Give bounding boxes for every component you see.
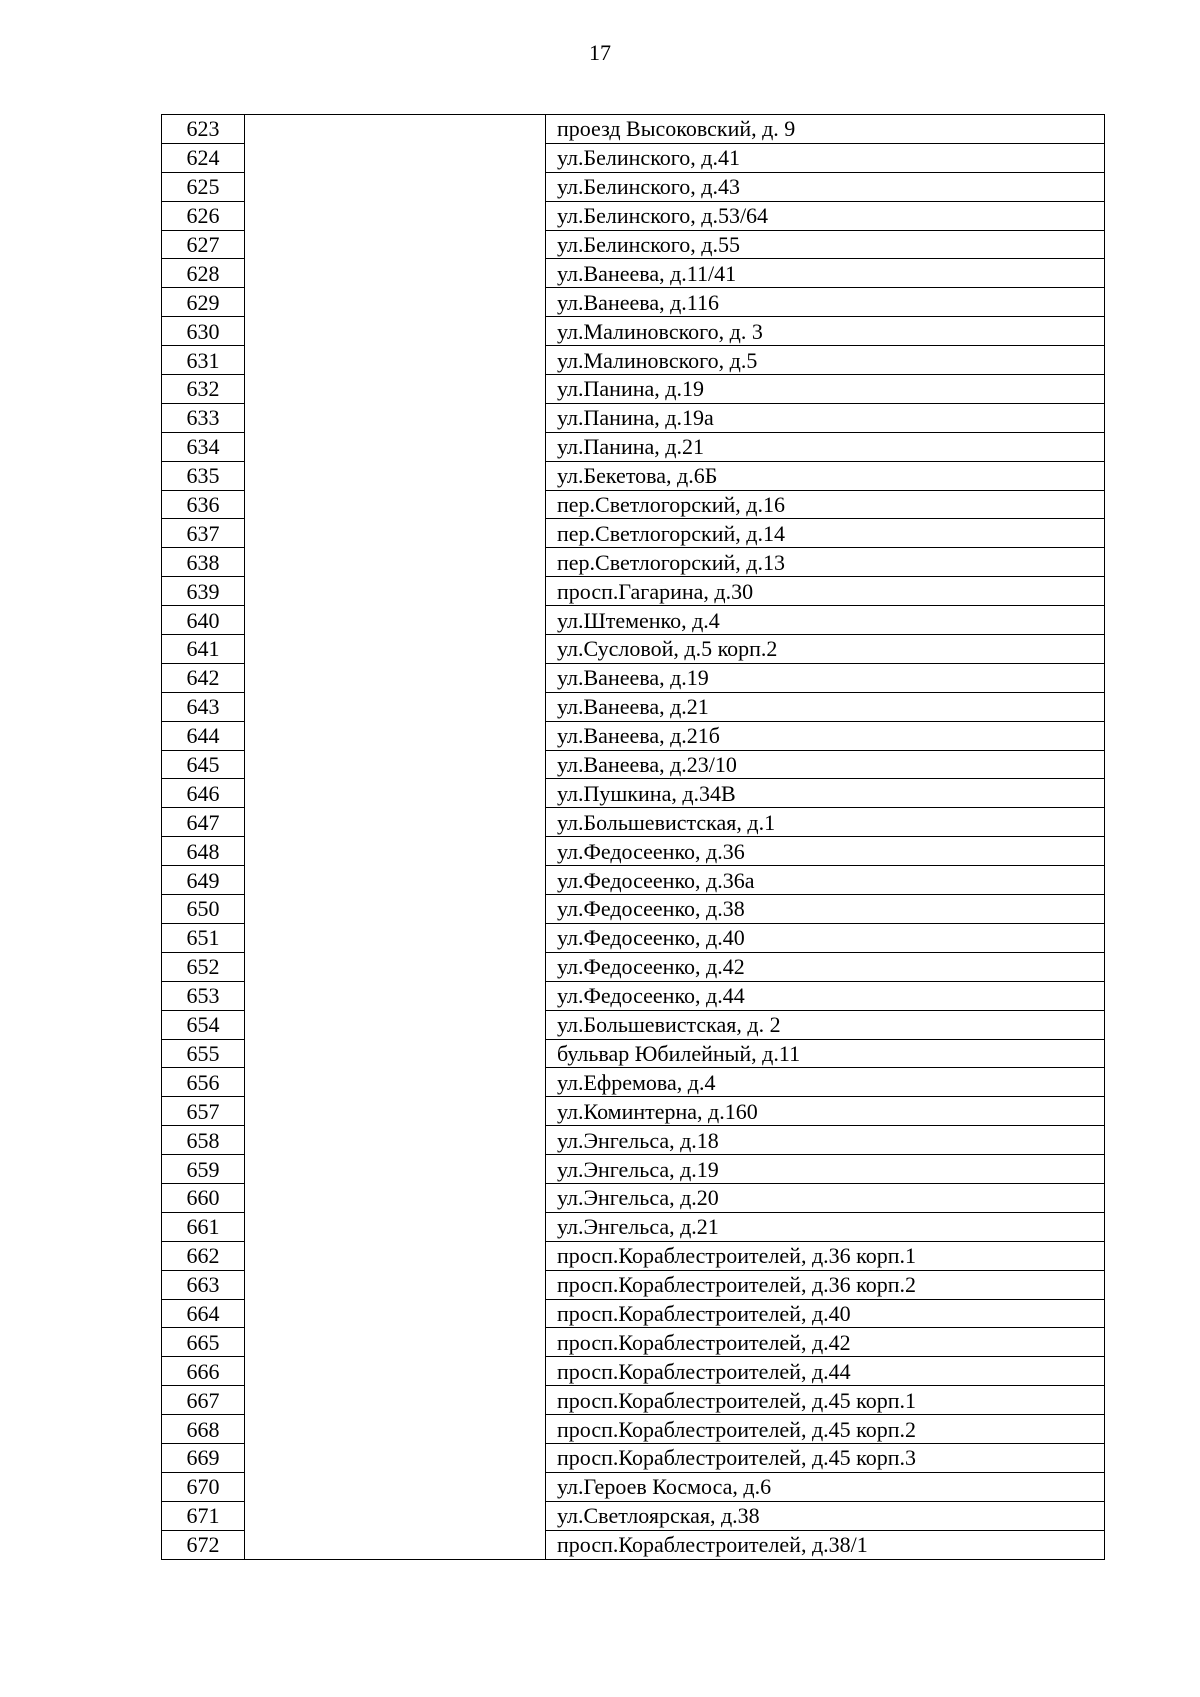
address-cell: ул.Бекетова, д.6Б xyxy=(546,461,1105,490)
table-row xyxy=(162,317,1105,346)
table-row xyxy=(162,519,1105,548)
row-number-cell: 665 xyxy=(162,1328,245,1357)
row-number-cell: 660 xyxy=(162,1183,245,1212)
blank-cell xyxy=(245,981,546,1010)
blank-cell xyxy=(245,635,546,664)
address-cell: ул.Энгельса, д.19 xyxy=(546,1155,1105,1184)
table-row xyxy=(162,1270,1105,1299)
address-cell: ул.Белинского, д.43 xyxy=(546,172,1105,201)
blank-cell xyxy=(245,461,546,490)
blank-cell xyxy=(245,548,546,577)
blank-cell xyxy=(245,1357,546,1386)
blank-cell xyxy=(245,403,546,432)
table-row xyxy=(162,1068,1105,1097)
address-cell: ул.Федосеенко, д.36а xyxy=(546,866,1105,895)
blank-cell xyxy=(245,606,546,635)
blank-cell xyxy=(245,663,546,692)
blank-cell xyxy=(245,1039,546,1068)
row-number-cell: 659 xyxy=(162,1155,245,1184)
table-row xyxy=(162,1472,1105,1501)
row-number-cell: 651 xyxy=(162,923,245,952)
table-row xyxy=(162,346,1105,375)
table-row xyxy=(162,1097,1105,1126)
row-number-cell: 656 xyxy=(162,1068,245,1097)
table-row xyxy=(162,1357,1105,1386)
address-cell: просп.Кораблестроителей, д.36 корп.2 xyxy=(546,1270,1105,1299)
row-number-cell: 626 xyxy=(162,201,245,230)
row-number-cell: 668 xyxy=(162,1415,245,1444)
table-row xyxy=(162,143,1105,172)
table-row xyxy=(162,837,1105,866)
row-number-cell: 654 xyxy=(162,1010,245,1039)
address-cell: просп.Кораблестроителей, д.45 корп.1 xyxy=(546,1386,1105,1415)
row-number-cell: 667 xyxy=(162,1386,245,1415)
row-number-cell: 648 xyxy=(162,837,245,866)
table-row xyxy=(162,288,1105,317)
table-row xyxy=(162,1039,1105,1068)
row-number-cell: 670 xyxy=(162,1472,245,1501)
blank-cell xyxy=(245,375,546,404)
row-number-cell: 625 xyxy=(162,172,245,201)
row-number-cell: 623 xyxy=(162,115,245,144)
blank-cell xyxy=(245,577,546,606)
row-number-cell: 671 xyxy=(162,1501,245,1530)
address-cell: ул.Коминтерна, д.160 xyxy=(546,1097,1105,1126)
address-cell: ул.Пушкина, д.34В xyxy=(546,779,1105,808)
blank-cell xyxy=(245,1299,546,1328)
blank-cell xyxy=(245,1472,546,1501)
row-number-cell: 661 xyxy=(162,1212,245,1241)
table-row xyxy=(162,548,1105,577)
address-cell: ул.Сусловой, д.5 корп.2 xyxy=(546,635,1105,664)
row-number-cell: 643 xyxy=(162,692,245,721)
row-number-cell: 663 xyxy=(162,1270,245,1299)
row-number-cell: 630 xyxy=(162,317,245,346)
blank-cell xyxy=(245,1183,546,1212)
address-cell: ул.Федосеенко, д.38 xyxy=(546,895,1105,924)
row-number-cell: 639 xyxy=(162,577,245,606)
address-cell: просп.Гагарина, д.30 xyxy=(546,577,1105,606)
blank-cell xyxy=(245,1126,546,1155)
table-row xyxy=(162,577,1105,606)
address-cell: проезд Высоковский, д. 9 xyxy=(546,115,1105,144)
row-number-cell: 628 xyxy=(162,259,245,288)
table-row xyxy=(162,1501,1105,1530)
blank-cell xyxy=(245,1443,546,1472)
blank-cell xyxy=(245,115,546,144)
table-row xyxy=(162,981,1105,1010)
row-number-cell: 627 xyxy=(162,230,245,259)
table-row xyxy=(162,692,1105,721)
blank-cell xyxy=(245,346,546,375)
table-row xyxy=(162,779,1105,808)
blank-cell xyxy=(245,317,546,346)
table-row xyxy=(162,201,1105,230)
blank-cell xyxy=(245,1530,546,1559)
blank-cell xyxy=(245,1328,546,1357)
blank-cell xyxy=(245,808,546,837)
table-row xyxy=(162,663,1105,692)
row-number-cell: 641 xyxy=(162,635,245,664)
address-cell: ул.Ванеева, д.19 xyxy=(546,663,1105,692)
address-cell: ул.Федосеенко, д.40 xyxy=(546,923,1105,952)
table-row xyxy=(162,1299,1105,1328)
table-row xyxy=(162,866,1105,895)
row-number-cell: 642 xyxy=(162,663,245,692)
address-cell: ул.Панина, д.19а xyxy=(546,403,1105,432)
blank-cell xyxy=(245,952,546,981)
table-row xyxy=(162,432,1105,461)
table-row xyxy=(162,1212,1105,1241)
blank-cell xyxy=(245,721,546,750)
table-row xyxy=(162,259,1105,288)
address-cell: ул.Ванеева, д.116 xyxy=(546,288,1105,317)
address-cell: ул.Панина, д.21 xyxy=(546,432,1105,461)
address-cell: ул.Белинского, д.55 xyxy=(546,230,1105,259)
row-number-cell: 649 xyxy=(162,866,245,895)
address-cell: ул.Федосеенко, д.42 xyxy=(546,952,1105,981)
row-number-cell: 640 xyxy=(162,606,245,635)
blank-cell xyxy=(245,1010,546,1039)
address-cell: пер.Светлогорский, д.16 xyxy=(546,490,1105,519)
address-cell: ул.Большевистская, д. 2 xyxy=(546,1010,1105,1039)
row-number-cell: 624 xyxy=(162,143,245,172)
address-cell: ул.Ванеева, д.21 xyxy=(546,692,1105,721)
address-cell: ул.Малиновского, д. 3 xyxy=(546,317,1105,346)
table-row xyxy=(162,1530,1105,1559)
blank-cell xyxy=(245,519,546,548)
blank-cell xyxy=(245,201,546,230)
address-cell: ул.Малиновского, д.5 xyxy=(546,346,1105,375)
table-row xyxy=(162,1010,1105,1039)
table-row xyxy=(162,750,1105,779)
address-cell: ул.Федосеенко, д.36 xyxy=(546,837,1105,866)
table-row xyxy=(162,1183,1105,1212)
table-row xyxy=(162,895,1105,924)
row-number-cell: 653 xyxy=(162,981,245,1010)
table-row xyxy=(162,230,1105,259)
address-cell: ул.Энгельса, д.18 xyxy=(546,1126,1105,1155)
blank-cell xyxy=(245,1212,546,1241)
table-row xyxy=(162,952,1105,981)
address-cell: просп.Кораблестроителей, д.45 корп.2 xyxy=(546,1415,1105,1444)
table-row xyxy=(162,375,1105,404)
address-cell: просп.Кораблестроителей, д.42 xyxy=(546,1328,1105,1357)
row-number-cell: 672 xyxy=(162,1530,245,1559)
address-cell: ул.Ванеева, д.11/41 xyxy=(546,259,1105,288)
table-row xyxy=(162,721,1105,750)
row-number-cell: 657 xyxy=(162,1097,245,1126)
row-number-cell: 652 xyxy=(162,952,245,981)
address-cell: ул.Ефремова, д.4 xyxy=(546,1068,1105,1097)
table-row xyxy=(162,635,1105,664)
row-number-cell: 635 xyxy=(162,461,245,490)
blank-cell xyxy=(245,259,546,288)
blank-cell xyxy=(245,1068,546,1097)
row-number-cell: 629 xyxy=(162,288,245,317)
address-cell: ул.Ванеева, д.21б xyxy=(546,721,1105,750)
row-number-cell: 655 xyxy=(162,1039,245,1068)
row-number-cell: 658 xyxy=(162,1126,245,1155)
row-number-cell: 666 xyxy=(162,1357,245,1386)
address-cell: ул.Ванеева, д.23/10 xyxy=(546,750,1105,779)
row-number-cell: 631 xyxy=(162,346,245,375)
table-row xyxy=(162,1386,1105,1415)
table-row xyxy=(162,606,1105,635)
address-cell: просп.Кораблестроителей, д.44 xyxy=(546,1357,1105,1386)
blank-cell xyxy=(245,1386,546,1415)
address-cell: ул.Белинского, д.53/64 xyxy=(546,201,1105,230)
address-cell: просп.Кораблестроителей, д.45 корп.3 xyxy=(546,1443,1105,1472)
address-cell: ул.Панина, д.19 xyxy=(546,375,1105,404)
blank-cell xyxy=(245,1501,546,1530)
blank-cell xyxy=(245,1270,546,1299)
blank-cell xyxy=(245,779,546,808)
blank-cell xyxy=(245,866,546,895)
address-cell: ул.Энгельса, д.20 xyxy=(546,1183,1105,1212)
row-number-cell: 647 xyxy=(162,808,245,837)
address-cell: ул.Героев Космоса, д.6 xyxy=(546,1472,1105,1501)
table-row xyxy=(162,115,1105,144)
row-number-cell: 646 xyxy=(162,779,245,808)
row-number-cell: 644 xyxy=(162,721,245,750)
blank-cell xyxy=(245,750,546,779)
row-number-cell: 636 xyxy=(162,490,245,519)
address-cell: просп.Кораблестроителей, д.36 корп.1 xyxy=(546,1241,1105,1270)
blank-cell xyxy=(245,230,546,259)
blank-cell xyxy=(245,692,546,721)
blank-cell xyxy=(245,1241,546,1270)
table-row xyxy=(162,808,1105,837)
address-cell: ул.Энгельса, д.21 xyxy=(546,1212,1105,1241)
address-cell: просп.Кораблестроителей, д.40 xyxy=(546,1299,1105,1328)
row-number-cell: 637 xyxy=(162,519,245,548)
blank-cell xyxy=(245,923,546,952)
blank-cell xyxy=(245,288,546,317)
table-row xyxy=(162,403,1105,432)
blank-cell xyxy=(245,490,546,519)
row-number-cell: 632 xyxy=(162,375,245,404)
address-table-body xyxy=(162,115,1105,1560)
table-row xyxy=(162,172,1105,201)
address-cell: бульвар Юбилейный, д.11 xyxy=(546,1039,1105,1068)
blank-cell xyxy=(245,1155,546,1184)
table-row xyxy=(162,461,1105,490)
address-table xyxy=(161,114,1105,1560)
blank-cell xyxy=(245,432,546,461)
blank-cell xyxy=(245,172,546,201)
row-number-cell: 645 xyxy=(162,750,245,779)
table-row xyxy=(162,1443,1105,1472)
table-row xyxy=(162,1155,1105,1184)
row-number-cell: 669 xyxy=(162,1443,245,1472)
row-number-cell: 633 xyxy=(162,403,245,432)
table-row xyxy=(162,1328,1105,1357)
address-cell: ул.Федосеенко, д.44 xyxy=(546,981,1105,1010)
blank-cell xyxy=(245,143,546,172)
address-cell: ул.Белинского, д.41 xyxy=(546,143,1105,172)
address-cell: ул.Светлоярская, д.38 xyxy=(546,1501,1105,1530)
row-number-cell: 662 xyxy=(162,1241,245,1270)
row-number-cell: 664 xyxy=(162,1299,245,1328)
table-row xyxy=(162,923,1105,952)
blank-cell xyxy=(245,1097,546,1126)
row-number-cell: 638 xyxy=(162,548,245,577)
table-row xyxy=(162,1126,1105,1155)
table-row xyxy=(162,1241,1105,1270)
address-cell: просп.Кораблестроителей, д.38/1 xyxy=(546,1530,1105,1559)
row-number-cell: 634 xyxy=(162,432,245,461)
row-number-cell: 650 xyxy=(162,895,245,924)
address-cell: ул.Большевистская, д.1 xyxy=(546,808,1105,837)
table-row xyxy=(162,1415,1105,1444)
address-cell: пер.Светлогорский, д.14 xyxy=(546,519,1105,548)
table-row xyxy=(162,490,1105,519)
blank-cell xyxy=(245,837,546,866)
blank-cell xyxy=(245,895,546,924)
address-cell: пер.Светлогорский, д.13 xyxy=(546,548,1105,577)
blank-cell xyxy=(245,1415,546,1444)
address-cell: ул.Штеменко, д.4 xyxy=(546,606,1105,635)
page-number: 17 xyxy=(589,40,611,65)
